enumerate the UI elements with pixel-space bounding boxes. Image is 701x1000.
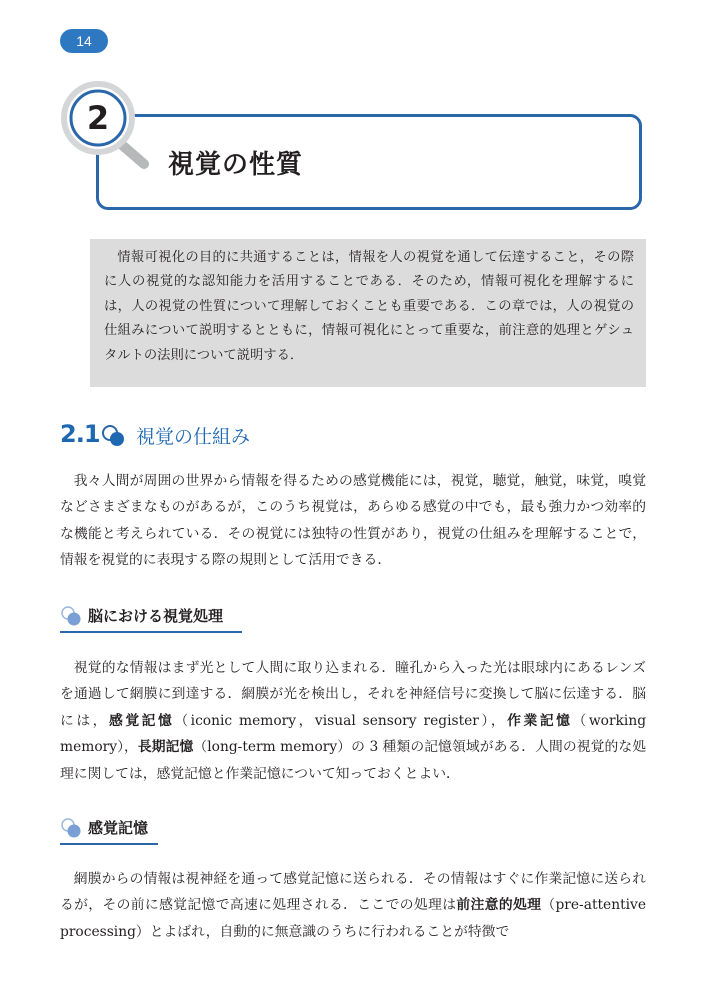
text-run: （long-term memory）の 3 種類の記憶領域がある．人間の視覚的な処理に関しては，感覚記憶と作業記憶について知っておくとよい．	[60, 739, 646, 782]
subsection-title: 脳における視覚処理	[88, 607, 224, 625]
section-paragraph-text: 我々人間が周囲の世界から情報を得るための感覚機能には，視覚，聴覚，触覚，味覚，嗅覚などさまざまなものがあるが，このうち視覚は，あらゆる感覚の中でも，最も強力かつ効率的な機能と考えられている．その視覚には独特の性質があり，視覚の仕組みを理解することで，情報を視覚的に表現する際の規則として活用できる．	[60, 473, 646, 569]
chapter-number: 2	[86, 99, 110, 137]
subsection-circles-icon	[60, 605, 84, 627]
section-title: 視覚の仕組み	[136, 426, 251, 448]
text-run: 網膜からの情報は視神経を通って感覚記憶に送られる．その情報はすぐに作業記憶に送られるが，その前に感覚記憶で高速に処理される．ここでの処理は	[60, 871, 646, 914]
visual-processing-paragraph	[60, 655, 646, 787]
section-number: 2.1	[60, 420, 100, 448]
section-circles-icon	[102, 424, 130, 448]
text-run: （pre-attentive processing）とよばれ，自動的に無意識のうちに行われることが特徴で	[60, 897, 647, 940]
section-paragraph	[60, 468, 646, 574]
chapter-title: 視覚の性質	[168, 150, 304, 180]
subsection-title: 感覚記憶	[88, 819, 149, 837]
chapter-abstract	[90, 239, 646, 387]
text-run: 視覚的な情報はまず光として人間に取り込まれる．瞳孔から入った光は眼球内にあるレンズを通過して網膜に到達する．網膜が光を検出し，それを神経信号に変換して脳に伝達する．脳には，	[60, 660, 646, 729]
subsection-heading-sensory-memory	[60, 813, 158, 845]
term-working-memory: 作業記憶	[507, 712, 573, 729]
page-number-badge: 14	[60, 29, 108, 53]
text-run: （iconic memory，visual sensory register），	[174, 712, 508, 729]
term-preattentive-processing: 前注意的処理	[456, 897, 542, 914]
abstract-text: 情報可視化の目的に共通することは，情報を人の視覚を通して伝達すること，その際に人の視覚的な認知能力を活用することである．そのため，情報可視化を理解するには，人の視覚の性質について理解しておくことも重要である．この章では，人の視覚の仕組みについて説明するとともに，情報可視化にとって重要な，前注意的処理とゲシュタルトの法則について説明する．	[104, 250, 634, 363]
subsection-heading-visual-processing	[60, 601, 242, 633]
sensory-memory-paragraph	[60, 866, 646, 945]
subsection-circles-icon	[60, 817, 84, 839]
term-sensory-memory: 感覚記憶	[109, 712, 175, 729]
term-long-term-memory: 長期記憶	[137, 739, 194, 756]
text-run: （working memory），	[60, 712, 647, 756]
